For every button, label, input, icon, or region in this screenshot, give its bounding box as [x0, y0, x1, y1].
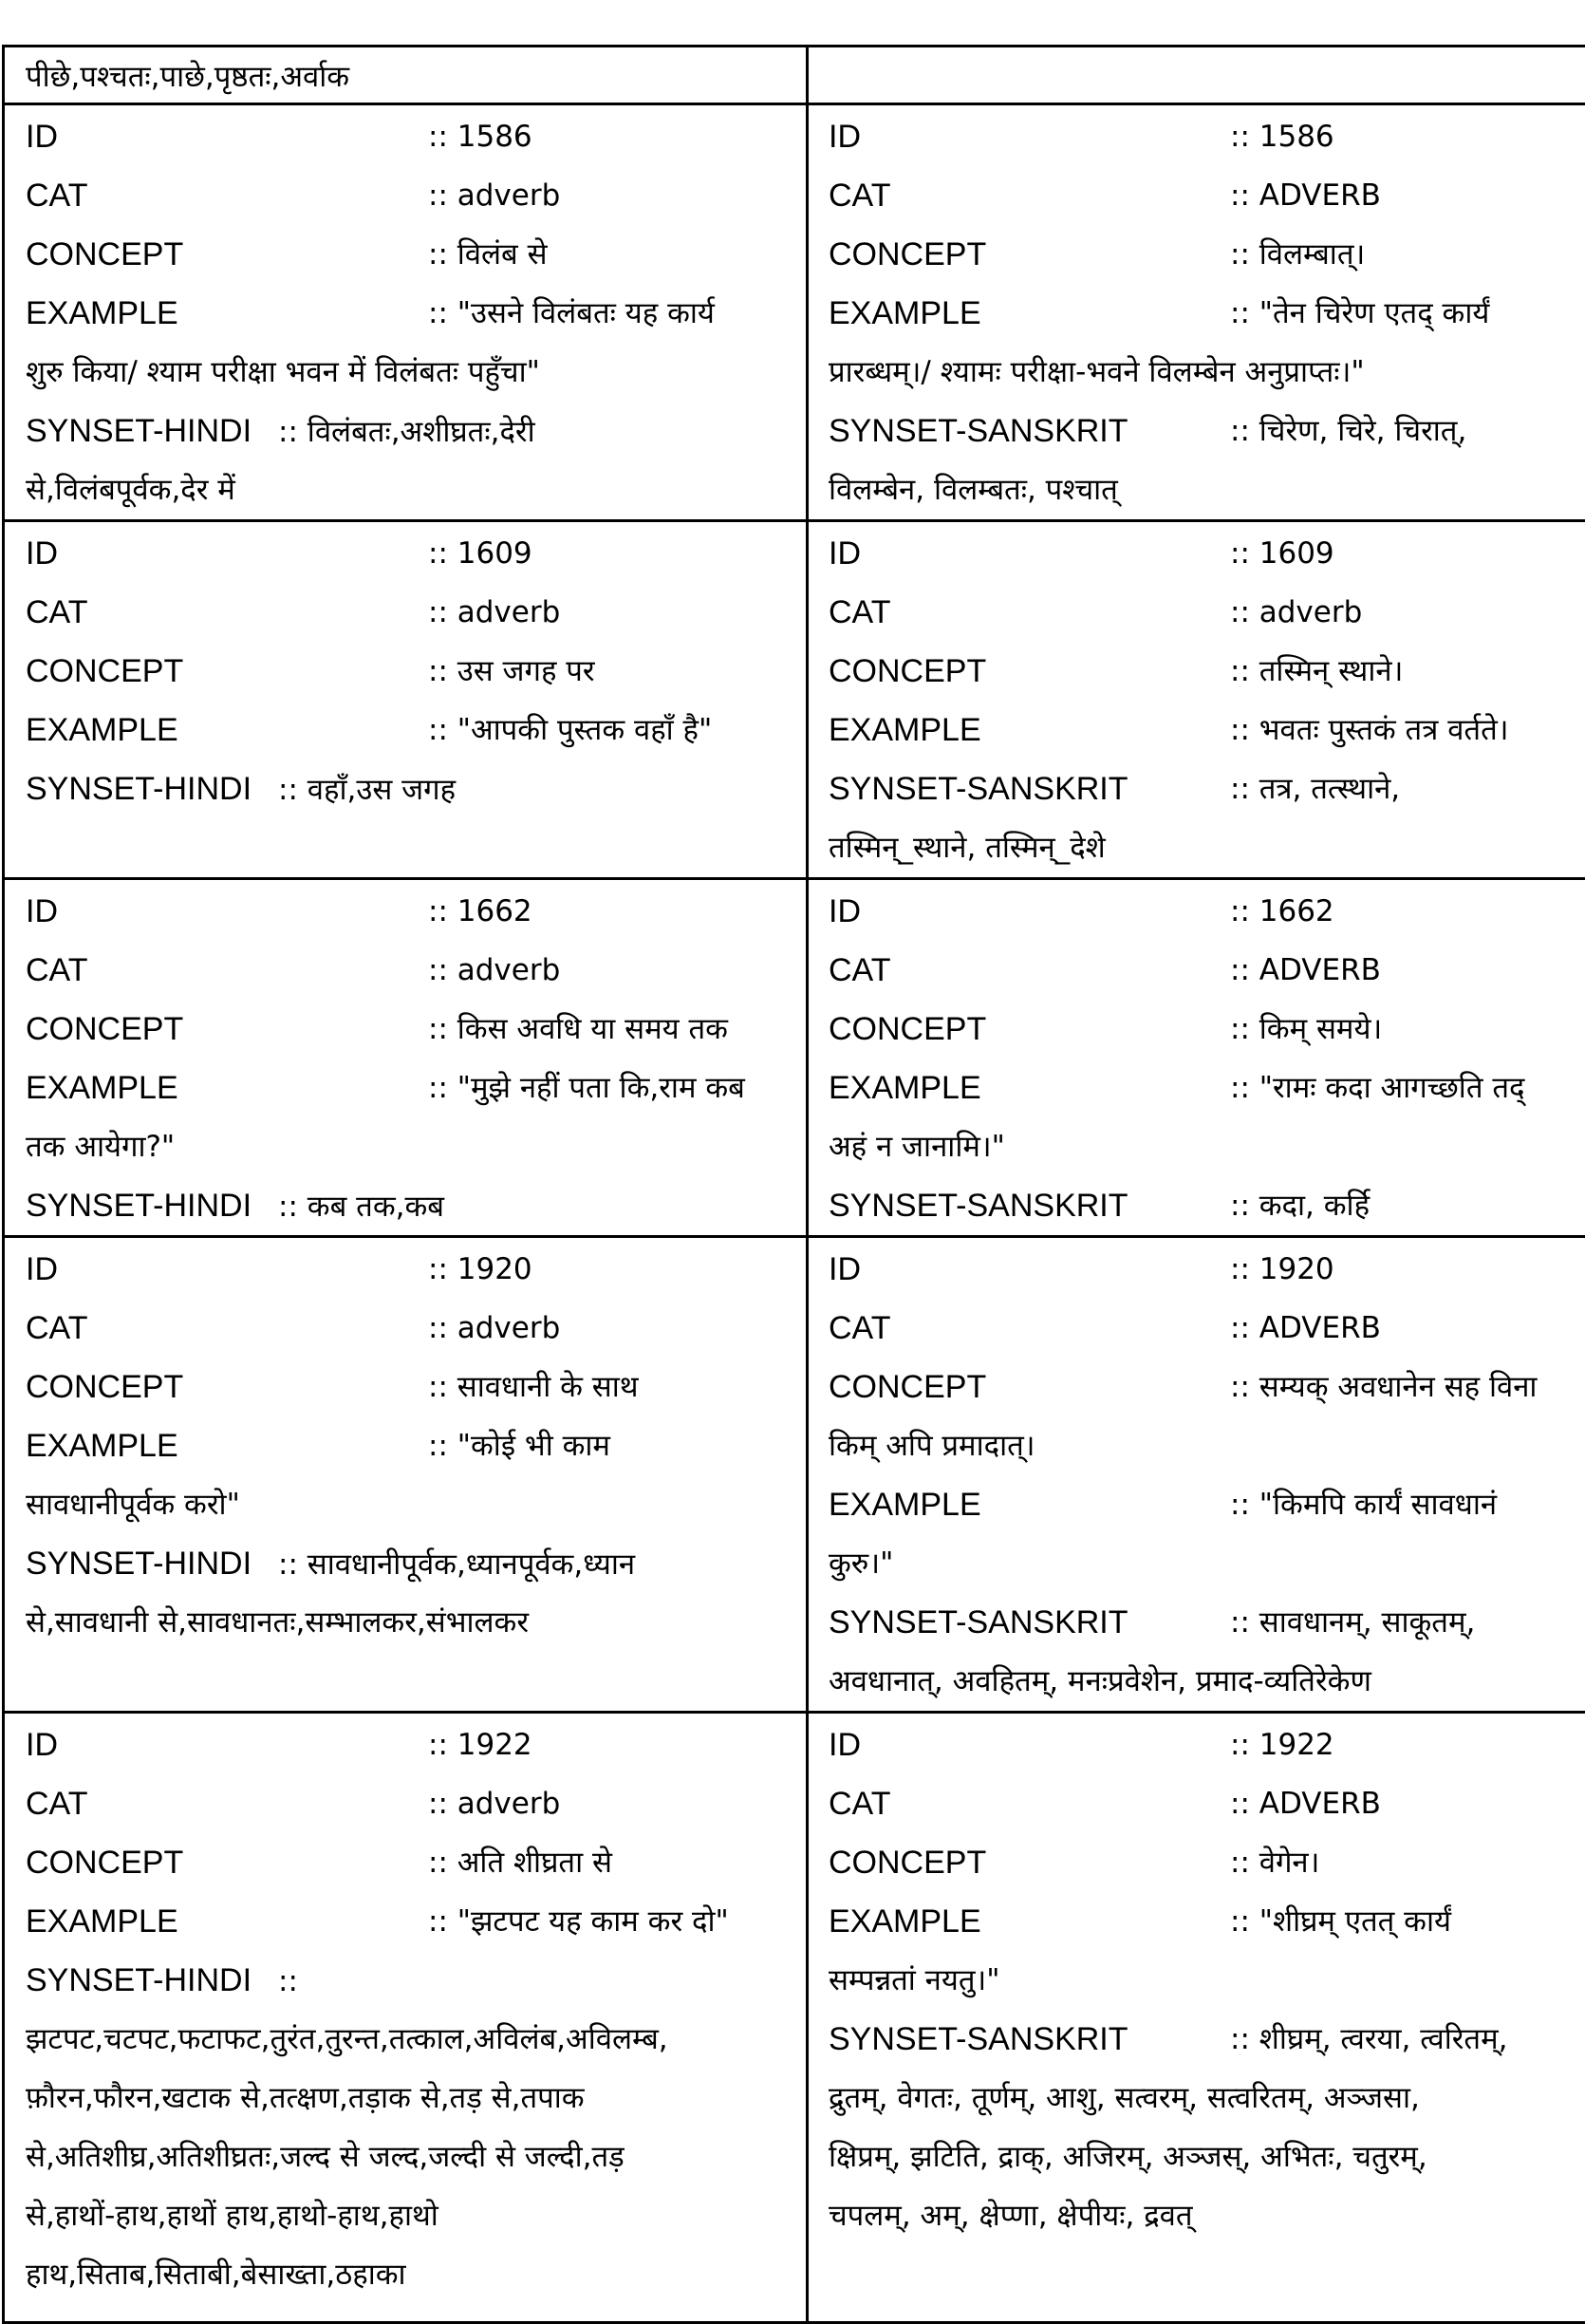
hindi-cell	[4, 104, 808, 521]
example-line	[26, 1059, 806, 1117]
continuation-row	[4, 47, 1585, 104]
cat-line	[26, 583, 806, 642]
synset-sanskrit-line	[829, 1176, 1585, 1235]
id-line	[829, 107, 1585, 166]
example-continuation: शुरु किया/ श्याम परीक्षा भवन में विलंबतः पहुँचा"	[26, 343, 806, 402]
example-value: :: "किमपि कार्यं सावधानं	[1230, 1475, 1497, 1534]
sanskrit-cell	[808, 1713, 1585, 2323]
id-label: ID	[26, 524, 58, 583]
example-label: EXAMPLE	[829, 284, 981, 343]
synset-continuation: तस्मिन्_स्थाने, तस्मिन्_देशे	[829, 818, 1585, 877]
sanskrit-cell	[808, 879, 1585, 1237]
entry-row	[4, 1237, 1585, 1713]
id-value: :: 1920	[1230, 1240, 1334, 1299]
cat-line	[26, 1299, 806, 1358]
id-line	[26, 524, 806, 583]
synset-sanskrit-line	[829, 759, 1585, 818]
sanskrit-cell	[808, 1237, 1585, 1713]
cat-value: :: ADVERB	[1230, 941, 1381, 1000]
synset-sanskrit-value: :: चिरेण, चिरे, चिरात्,	[1230, 402, 1466, 460]
id-line	[26, 1715, 806, 1774]
concept-line	[829, 225, 1585, 284]
example-continuation: सावधानीपूर्वक करो"	[26, 1475, 806, 1534]
synset-hindi-line	[26, 759, 806, 818]
cat-label: CAT	[26, 1774, 87, 1833]
synset-sanskrit-label: SYNSET-SANSKRIT	[829, 759, 1128, 818]
id-value: :: 1922	[1230, 1715, 1334, 1774]
concept-value: :: वेगेन।	[1230, 1833, 1319, 1892]
concept-label: CONCEPT	[829, 1833, 986, 1892]
id-line	[26, 107, 806, 166]
cat-line	[26, 941, 806, 1000]
concept-value: :: तस्मिन् स्थाने।	[1230, 642, 1403, 701]
id-line	[26, 1240, 806, 1299]
synset-hindi-line	[26, 1951, 806, 2010]
id-label: ID	[26, 107, 58, 166]
synset-sanskrit-value: :: शीघ्रम्, त्वरया, त्वरितम्,	[1230, 2010, 1508, 2069]
concept-label: CONCEPT	[829, 1000, 986, 1059]
id-line	[829, 1715, 1585, 1774]
id-label: ID	[829, 882, 861, 941]
synset-continuation: चपलम्, अम्, क्षेप्णा, क्षेपीयः, द्रवत्	[829, 2186, 1585, 2245]
example-value: :: "झटपट यह काम कर दो"	[428, 1892, 729, 1951]
example-value: :: भवतः पुस्तकं तत्र वर्तते।	[1230, 701, 1509, 759]
synset-hindi-value: :: कब तक,कब	[252, 1190, 444, 1224]
synset-continuation: से,सावधानी से,सावधानतः,सम्भालकर,संभालकर	[26, 1593, 806, 1652]
id-value: :: 1920	[428, 1240, 532, 1299]
cat-value: :: adverb	[428, 941, 560, 1000]
synset-sanskrit-label: SYNSET-SANSKRIT	[829, 2010, 1128, 2069]
example-value: :: "कोई भी काम	[428, 1416, 610, 1475]
synset-sanskrit-value: :: तत्र, तत्स्थाने,	[1230, 759, 1400, 818]
synset-continuation: से,अतिशीघ्र,अतिशीघ्रतः,जल्द से जल्द,जल्दी से जल्दी,तड़	[26, 2127, 806, 2186]
id-line	[829, 524, 1585, 583]
cat-value: :: adverb	[428, 166, 560, 225]
synset-hindi-value: ::	[252, 1964, 298, 1998]
synset-sanskrit-label: SYNSET-SANSKRIT	[829, 1593, 1128, 1652]
sanskrit-cell	[808, 521, 1585, 879]
concept-line	[829, 1833, 1585, 1892]
sanskrit-cell	[808, 104, 1585, 521]
concept-continuation: किम् अपि प्रमादात्।	[829, 1416, 1585, 1475]
entry-row	[4, 521, 1585, 879]
example-value: :: "आपकी पुस्तक वहाँ है"	[428, 701, 712, 759]
id-line	[829, 1240, 1585, 1299]
example-line	[26, 701, 806, 759]
id-label: ID	[829, 107, 861, 166]
entry-row	[4, 104, 1585, 521]
concept-value: :: विलंब से	[428, 225, 548, 284]
cat-value: :: adverb	[428, 1774, 560, 1833]
example-continuation: तक आयेगा?"	[26, 1117, 806, 1176]
concept-label: CONCEPT	[26, 642, 183, 701]
cat-value: :: adverb	[428, 583, 560, 642]
synset-hindi-value: :: वहाँ,उस जगह	[252, 773, 456, 807]
cat-label: CAT	[829, 1774, 890, 1833]
cat-value: :: ADVERB	[1230, 166, 1381, 225]
example-continuation: कुरु।"	[829, 1534, 1585, 1593]
concept-value: :: किस अवधि या समय तक	[428, 1000, 728, 1059]
hindi-cell	[4, 47, 808, 104]
cat-line	[829, 1299, 1585, 1358]
concept-value: :: विलम्बात्।	[1230, 225, 1365, 284]
id-value: :: 1609	[428, 524, 532, 583]
concept-value: :: सावधानी के साथ	[428, 1358, 639, 1416]
cat-line	[829, 583, 1585, 642]
synset-sanskrit-value: :: कदा, कर्हि	[1230, 1176, 1370, 1235]
example-line	[829, 701, 1585, 759]
cat-label: CAT	[829, 941, 890, 1000]
hindi-cell	[4, 1237, 808, 1713]
example-continuation: सम्पन्नतां नयतु।"	[829, 1951, 1585, 2010]
synset-hindi-label: SYNSET-HINDI	[26, 1962, 252, 1998]
synset-continuation: से,विलंबपूर्वक,देर में	[26, 460, 806, 519]
concept-line	[829, 642, 1585, 701]
hindi-cell	[4, 879, 808, 1237]
cat-line	[829, 166, 1585, 225]
synset-continuation: अवधानात्, अवहितम्, मनःप्रवेशेन, प्रमाद-व्यतिरेकेण	[829, 1652, 1585, 1711]
example-line	[829, 1475, 1585, 1534]
concept-label: CONCEPT	[829, 1358, 986, 1416]
cat-line	[26, 1774, 806, 1833]
concept-label: CONCEPT	[26, 1358, 183, 1416]
id-value: :: 1609	[1230, 524, 1334, 583]
id-label: ID	[26, 1240, 58, 1299]
hindi-cell	[4, 1713, 808, 2323]
concept-line	[26, 642, 806, 701]
synset-sanskrit-line	[829, 402, 1585, 460]
synset-sanskrit-value: :: सावधानम्, साकूतम्,	[1230, 1593, 1475, 1652]
example-label: EXAMPLE	[26, 284, 178, 343]
example-value: :: "मुझे नहीं पता कि,राम कब	[428, 1059, 745, 1117]
cat-label: CAT	[26, 941, 87, 1000]
example-label: EXAMPLE	[829, 1892, 981, 1951]
concept-label: CONCEPT	[829, 642, 986, 701]
id-value: :: 1662	[428, 882, 532, 941]
example-line	[26, 1892, 806, 1951]
concept-value: :: सम्यक् अवधानेन सह विना	[1230, 1358, 1537, 1416]
synset-hindi-label: SYNSET-HINDI	[26, 1188, 252, 1224]
synset-hindi-value: :: विलंबतः,अशीघ्रतः,देरी	[252, 415, 535, 449]
id-value: :: 1586	[1230, 107, 1334, 166]
example-line	[829, 1059, 1585, 1117]
example-line	[26, 284, 806, 343]
cat-label: CAT	[26, 1299, 87, 1358]
synset-hindi-line	[26, 1534, 806, 1593]
cat-value: :: ADVERB	[1230, 1299, 1381, 1358]
example-label: EXAMPLE	[26, 1416, 178, 1475]
example-label: EXAMPLE	[829, 1059, 981, 1117]
lexicon-table	[2, 45, 1585, 2324]
concept-line	[829, 1358, 1585, 1416]
cat-label: CAT	[829, 166, 890, 225]
example-line	[26, 1416, 806, 1475]
id-value: :: 1662	[1230, 882, 1334, 941]
synset-sanskrit-line	[829, 1593, 1585, 1652]
id-label: ID	[26, 1715, 58, 1774]
lexicon-document	[2, 45, 1585, 2324]
synset-continuation: हाथ,सिताब,सिताबी,बेसाख्ता,ठहाका	[26, 2245, 806, 2304]
entry-row	[4, 1713, 1585, 2323]
cat-line	[829, 941, 1585, 1000]
concept-label: CONCEPT	[829, 225, 986, 284]
cat-line	[26, 166, 806, 225]
id-label: ID	[829, 524, 861, 583]
id-value: :: 1586	[428, 107, 532, 166]
synset-continuation: झटपट,चटपट,फटाफट,तुरंत,तुरन्त,तत्काल,अविलंब,अविलम्ब,	[26, 2010, 806, 2069]
concept-label: CONCEPT	[26, 1000, 183, 1059]
concept-label: CONCEPT	[26, 225, 183, 284]
example-value: :: "तेन चिरेण एतद् कार्यं	[1230, 284, 1489, 343]
concept-line	[26, 225, 806, 284]
synset-hindi-label: SYNSET-HINDI	[26, 413, 252, 449]
concept-line	[26, 1358, 806, 1416]
synset-hindi-line	[26, 402, 806, 460]
example-label: EXAMPLE	[829, 701, 981, 759]
example-label: EXAMPLE	[26, 701, 178, 759]
concept-line	[26, 1833, 806, 1892]
example-value: :: "शीघ्रम् एतत् कार्यं	[1230, 1892, 1451, 1951]
cat-value: :: adverb	[1230, 583, 1362, 642]
id-line	[26, 882, 806, 941]
cat-line	[829, 1774, 1585, 1833]
concept-label: CONCEPT	[26, 1833, 183, 1892]
synset-continuation: क्षिप्रम्, झटिति, द्राक्, अजिरम्, अञ्जस्, अभितः, चतुरम्,	[829, 2127, 1585, 2186]
concept-line	[26, 1000, 806, 1059]
synset-continuation: से,हाथों-हाथ,हाथों हाथ,हाथो-हाथ,हाथो	[26, 2186, 806, 2245]
example-value: :: "उसने विलंबतः यह कार्य	[428, 284, 715, 343]
hindi-synset-continuation: पीछे,पश्चतः,पाछे,पृष्ठतः,अर्वाक	[5, 47, 806, 103]
example-line	[829, 1892, 1585, 1951]
example-label: EXAMPLE	[26, 1059, 178, 1117]
sanskrit-cell	[808, 47, 1585, 104]
concept-value: :: अति शीघ्रता से	[428, 1833, 612, 1892]
synset-hindi-label: SYNSET-HINDI	[26, 771, 252, 807]
cat-label: CAT	[829, 1299, 890, 1358]
synset-hindi-value: :: सावधानीपूर्वक,ध्यानपूर्वक,ध्यान	[252, 1547, 635, 1582]
synset-continuation: विलम्बेन, विलम्बतः, पश्चात्	[829, 460, 1585, 519]
id-label: ID	[26, 882, 58, 941]
cat-value: :: adverb	[428, 1299, 560, 1358]
example-continuation: प्रारब्धम्।/ श्यामः परीक्षा-भवने विलम्बेन अनुप्राप्तः।"	[829, 343, 1585, 402]
example-line	[829, 284, 1585, 343]
id-value: :: 1922	[428, 1715, 532, 1774]
cat-label: CAT	[26, 583, 87, 642]
cat-value: :: ADVERB	[1230, 1774, 1381, 1833]
concept-value: :: उस जगह पर	[428, 642, 595, 701]
synset-sanskrit-label: SYNSET-SANSKRIT	[829, 1176, 1128, 1235]
entry-row	[4, 879, 1585, 1237]
cat-label: CAT	[829, 583, 890, 642]
cat-label: CAT	[26, 166, 87, 225]
example-continuation: अहं न जानामि।"	[829, 1117, 1585, 1176]
example-value: :: "रामः कदा आगच्छति तद्	[1230, 1059, 1524, 1117]
synset-hindi-label: SYNSET-HINDI	[26, 1546, 252, 1582]
id-line	[829, 882, 1585, 941]
example-label: EXAMPLE	[829, 1475, 981, 1534]
sanskrit-synset-continuation	[809, 47, 1585, 51]
example-label: EXAMPLE	[26, 1892, 178, 1951]
hindi-cell	[4, 521, 808, 879]
concept-value: :: किम् समये।	[1230, 1000, 1382, 1059]
id-label: ID	[829, 1715, 861, 1774]
synset-continuation: फ़ौरन,फौरन,खटाक से,तत्क्षण,तड़ाक से,तड़ से,तपाक	[26, 2069, 806, 2127]
concept-line	[829, 1000, 1585, 1059]
id-label: ID	[829, 1240, 861, 1299]
synset-sanskrit-label: SYNSET-SANSKRIT	[829, 402, 1128, 460]
synset-continuation: द्रुतम्, वेगतः, तूर्णम्, आशु, सत्वरम्, सत्वरितम्, अञ्जसा,	[829, 2069, 1585, 2127]
synset-hindi-line	[26, 1176, 806, 1235]
synset-sanskrit-line	[829, 2010, 1585, 2069]
